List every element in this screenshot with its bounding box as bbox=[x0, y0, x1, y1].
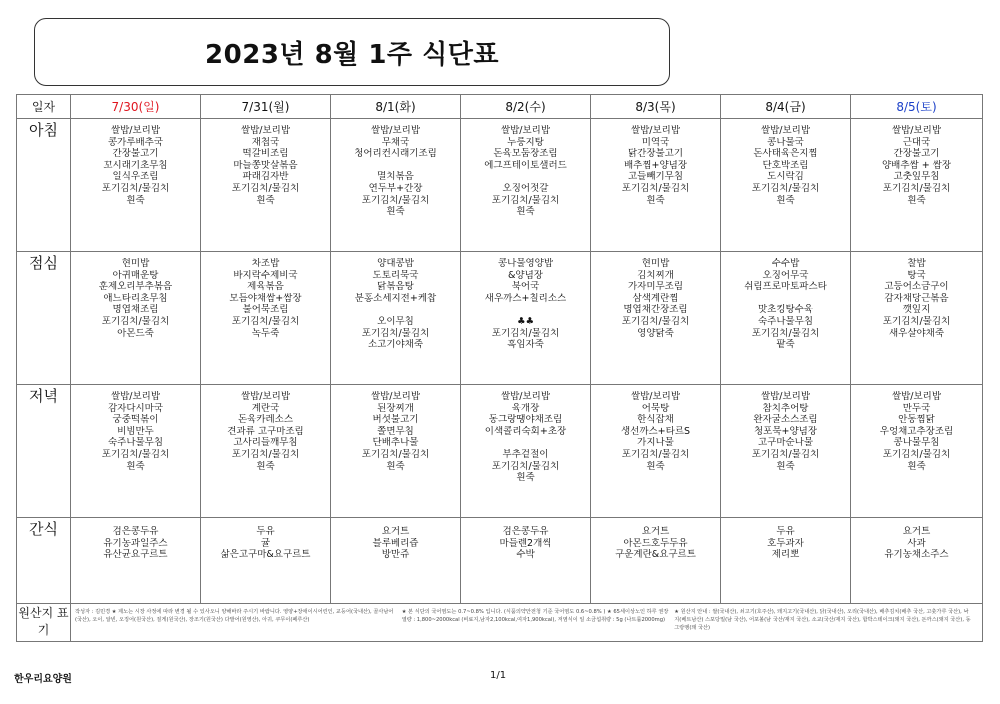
menu-cell-dinner-fri bbox=[721, 385, 851, 518]
menu-item: 차조밥 bbox=[251, 258, 280, 269]
menu-item: 육개장 bbox=[511, 402, 540, 414]
menu-item: 쫄면무침 bbox=[377, 425, 414, 437]
origin-notes bbox=[71, 604, 983, 642]
origin-note-2: ★ 본 식단의 국어염도는 0.7~0.8% 입니다. (식품의약안전청 기준 국어염도 0.6~0.8% ) ★ 65세이상노인 하루 권장열량 : 1,800~2000kcal (비료지,남자2,100kcal,여자1,900kcal), 저염식이 일 소금섭취량 : 5g (나트륨2000mg) bbox=[401, 609, 669, 623]
menu-item: 아몬드호두두유 bbox=[623, 537, 688, 549]
menu-item: 포기김치/물김치 bbox=[491, 194, 560, 206]
menu-item: 동그랑땡야채조림 bbox=[488, 414, 563, 426]
menu-item: 안동찜닭 bbox=[898, 414, 935, 426]
menu-item: 검은콩두유 bbox=[112, 526, 159, 537]
menu-item: 이색콜리숙회+초장 bbox=[484, 425, 567, 437]
menu-cell-breakfast-mon bbox=[201, 119, 331, 252]
menu-item: 쌀밥/보리밥 bbox=[240, 125, 291, 136]
menu-cell-snack-thu bbox=[591, 518, 721, 604]
date-header-row bbox=[17, 95, 983, 119]
menu-cell-lunch-thu bbox=[591, 252, 721, 385]
menu-item: ♣♣ bbox=[516, 315, 535, 327]
day-header-sun: 7/30(일) bbox=[71, 95, 201, 119]
menu-item: 검은콩두유 bbox=[502, 526, 549, 537]
menu-item: 궁중떡볶이 bbox=[112, 414, 159, 426]
menu-item: 불어묵조림 bbox=[242, 304, 289, 316]
menu-item: 포기김치/물김치 bbox=[882, 182, 951, 194]
menu-item: 흰죽 bbox=[516, 206, 535, 218]
menu-item: 부추겉절이 bbox=[502, 448, 549, 460]
page-number: 1/1 bbox=[490, 670, 507, 681]
menu-item: 바지락수제비국 bbox=[233, 269, 298, 281]
menu-item: 미역국 bbox=[641, 136, 670, 148]
menu-item: 유산균요구르트 bbox=[103, 549, 168, 561]
menu-item: 흑임자죽 bbox=[507, 339, 544, 351]
menu-cell-breakfast-fri bbox=[721, 119, 851, 252]
menu-item: 계란국 bbox=[251, 402, 280, 414]
menu-item: 쌀밥/보리밥 bbox=[110, 125, 161, 136]
menu-item: 요거트 bbox=[641, 526, 670, 537]
day-header-tue: 8/1(화) bbox=[331, 95, 461, 119]
menu-item: 한식잡채 bbox=[637, 414, 674, 426]
menu-item: 녹두죽 bbox=[251, 327, 280, 339]
menu-item: 고들빼기무침 bbox=[627, 171, 684, 183]
menu-item: 도토리묵국 bbox=[372, 269, 419, 281]
menu-item: 포기김치/물김치 bbox=[751, 327, 820, 339]
day-header-wed: 8/2(수) bbox=[461, 95, 591, 119]
menu-cell-breakfast-thu bbox=[591, 119, 721, 252]
menu-item: 파래김자반 bbox=[242, 171, 289, 183]
menu-cell-lunch-wed bbox=[461, 252, 591, 385]
menu-item: 쌀밥/보리밥 bbox=[891, 125, 942, 136]
menu-item: 도시락김 bbox=[767, 171, 804, 183]
menu-item: 영양닭죽 bbox=[637, 327, 674, 339]
menu-cell-dinner-wed bbox=[461, 385, 591, 518]
menu-item: 흰죽 bbox=[386, 206, 405, 218]
menu-item: 고춧잎무침 bbox=[893, 171, 940, 183]
menu-item: 근대국 bbox=[902, 136, 931, 148]
menu-item: 포기김치/물김치 bbox=[361, 448, 430, 460]
menu-item: 배추찜+양념장 bbox=[623, 159, 688, 171]
menu-item: 떡갈비조림 bbox=[242, 148, 289, 160]
menu-item: 쌀밥/보리밥 bbox=[370, 391, 421, 402]
menu-item: 포기김치/물김치 bbox=[882, 448, 951, 460]
menu-item: 훈제오리부추볶음 bbox=[98, 281, 173, 293]
menu-item: 멸치볶음 bbox=[377, 171, 414, 183]
menu-item: 포기김치/물김치 bbox=[101, 315, 170, 327]
menu-item: 수박 bbox=[516, 549, 535, 561]
menu-item: 탕국 bbox=[907, 269, 926, 281]
menu-item: 참치추어탕 bbox=[762, 402, 809, 414]
menu-item: 분홍소세지전+케찹 bbox=[354, 292, 437, 304]
menu-item: 청어리컨시래기조림 bbox=[354, 148, 437, 160]
menu-item: 양배추쌈 + 쌈장 bbox=[881, 159, 952, 171]
menu-item: 오징어무국 bbox=[762, 269, 809, 281]
menu-item bbox=[461, 171, 590, 183]
menu-item: 포기김치/물김치 bbox=[231, 315, 300, 327]
menu-item: 요거트 bbox=[902, 526, 931, 537]
menu-item: 포기김치/물김치 bbox=[882, 315, 951, 327]
menu-item: 닭간장불고기 bbox=[627, 148, 684, 160]
menu-item: 가자미무조림 bbox=[627, 281, 684, 293]
menu-table bbox=[16, 94, 983, 642]
menu-item: 명엽채조림 bbox=[112, 304, 159, 316]
menu-item: 양대콩밥 bbox=[377, 258, 414, 269]
meal-row-lunch bbox=[17, 252, 983, 385]
menu-cell-snack-tue bbox=[331, 518, 461, 604]
menu-item: 새우까스+칠리소스 bbox=[484, 292, 567, 304]
menu-item: 흰죽 bbox=[907, 194, 926, 206]
menu-item: 콩가루배추국 bbox=[107, 136, 164, 148]
menu-cell-breakfast-sat bbox=[851, 119, 983, 252]
menu-item: 흰죽 bbox=[776, 460, 795, 472]
menu-item: 쌀밥/보리밥 bbox=[500, 125, 551, 136]
menu-item: 김치찌개 bbox=[637, 269, 674, 281]
menu-item: 쌀밥/보리밥 bbox=[110, 391, 161, 402]
menu-item: 감자다시마국 bbox=[107, 402, 164, 414]
menu-item: 흰죽 bbox=[646, 460, 665, 472]
menu-cell-lunch-sun bbox=[71, 252, 201, 385]
origin-note-3: ★ 원산지 안내 : 쌀(국내산), 쇠고기(호주산), 돼지고기(국내산), 닭(국내산), 오리(국내산), 배추김치(배추 국산, 고춧가루 국산), 낙지(베트남산) 스포당밀(남 국산), 어포볼(남 국산/재지 국산), 소교(국산/재지 국산), 합박스테이크(돼지 국산), 돈까스(돼지 국산), 동그랑땡(돼 국산) bbox=[674, 609, 971, 631]
menu-item: 된장찌개 bbox=[377, 402, 414, 414]
day-header-thu: 8/3(목) bbox=[591, 95, 721, 119]
origin-note-1: 작성자 : 김민경 ★ 제노는 시장 사정에 따라 변경 될 수 있사오니 양해바라 주시기 바랍니다. 영양+장애이시어린인, 교등어(국내산), 골사남어(국산), 오이, 알빈, 오징어(원국산), 질게(원국산), 장조기(원국산) 다발어(원영산), 아귀, 쿠무이(페루산) bbox=[75, 609, 394, 623]
menu-item: 흰죽 bbox=[256, 460, 275, 472]
menu-cell-lunch-fri bbox=[721, 252, 851, 385]
menu-item: 고등어소금구이 bbox=[884, 281, 949, 293]
menu-item: 오징어젓갈 bbox=[502, 182, 549, 194]
menu-cell-lunch-sat bbox=[851, 252, 983, 385]
menu-item: 단호박조림 bbox=[762, 159, 809, 171]
menu-item: 호두과자 bbox=[767, 537, 804, 549]
title-box bbox=[34, 18, 670, 86]
menu-cell-dinner-sun bbox=[71, 385, 201, 518]
menu-item: 콩나물국 bbox=[767, 136, 804, 148]
menu-item: 무채국 bbox=[381, 136, 410, 148]
menu-item: 청포묵+양념장 bbox=[753, 425, 818, 437]
meal-label-lunch: 점심 bbox=[17, 252, 71, 385]
menu-cell-snack-mon bbox=[201, 518, 331, 604]
menu-item: 애느타리초무침 bbox=[103, 292, 168, 304]
menu-item: 삼색계란찜 bbox=[632, 292, 679, 304]
menu-cell-dinner-thu bbox=[591, 385, 721, 518]
menu-item: 우엉채고추장조림 bbox=[879, 425, 954, 437]
menu-item: 만두국 bbox=[902, 402, 931, 414]
menu-cell-lunch-mon bbox=[201, 252, 331, 385]
menu-item: 팥죽 bbox=[776, 339, 795, 351]
day-header-fri: 8/4(금) bbox=[721, 95, 851, 119]
menu-item: 포기김치/물김치 bbox=[621, 448, 690, 460]
menu-item: 포기김치/물김치 bbox=[361, 194, 430, 206]
menu-item: 완자굴소스조림 bbox=[753, 414, 818, 426]
menu-item: 비빔만두 bbox=[117, 425, 154, 437]
menu-item: 유기농채소주스 bbox=[884, 549, 949, 561]
menu-item: 귤 bbox=[260, 537, 271, 549]
menu-item: 꼬시래기초무침 bbox=[103, 159, 168, 171]
menu-item: 쌀밥/보리밥 bbox=[760, 391, 811, 402]
menu-item: 깻잎지 bbox=[902, 304, 931, 316]
menu-item: 포기김치/물김치 bbox=[231, 448, 300, 460]
menu-item: 포기김치/물김치 bbox=[621, 182, 690, 194]
menu-item: 포기김치/물김치 bbox=[491, 460, 560, 472]
menu-item: 포기김치/물김치 bbox=[491, 327, 560, 339]
menu-item: 두유 bbox=[256, 526, 275, 537]
menu-cell-breakfast-tue bbox=[331, 119, 461, 252]
menu-item: 쌀밥/보리밥 bbox=[630, 391, 681, 402]
menu-item: 마들렌2개씩 bbox=[499, 537, 552, 549]
menu-item: 단배추나물 bbox=[372, 437, 419, 449]
menu-item: 간장불고기 bbox=[112, 148, 159, 160]
menu-item: 맛초킹탕수육 bbox=[757, 304, 814, 316]
menu-item: 돈사태육은지찜 bbox=[753, 148, 818, 160]
menu-item bbox=[461, 437, 590, 449]
origin-label: 원산지 표기 bbox=[17, 604, 71, 642]
menu-item: 쉬림프로마토파스타 bbox=[744, 281, 827, 293]
menu-item: 현미밥 bbox=[121, 258, 150, 269]
menu-item: 재첩국 bbox=[251, 136, 280, 148]
menu-item: 숙주나물무침 bbox=[107, 437, 164, 449]
meal-label-snack: 간식 bbox=[17, 518, 71, 604]
menu-item: 포기김치/물김치 bbox=[361, 327, 430, 339]
menu-item: 흰죽 bbox=[386, 460, 405, 472]
menu-item: 두유 bbox=[776, 526, 795, 537]
menu-item: 제리뽀 bbox=[771, 549, 800, 561]
menu-item bbox=[331, 304, 460, 316]
menu-cell-breakfast-wed bbox=[461, 119, 591, 252]
menu-item: 사과 bbox=[907, 537, 926, 549]
menu-item: 새우살야채죽 bbox=[888, 327, 945, 339]
menu-item: 소고기야채죽 bbox=[367, 339, 424, 351]
menu-item: 찰밥 bbox=[907, 258, 926, 269]
menu-item: 간장불고기 bbox=[893, 148, 940, 160]
menu-item: 수수밥 bbox=[771, 258, 800, 269]
menu-item: 흰죽 bbox=[907, 460, 926, 472]
menu-item: 명엽채간장조림 bbox=[623, 304, 688, 316]
menu-item: 누룽지탕 bbox=[507, 136, 544, 148]
menu-item: 아몬드죽 bbox=[117, 327, 154, 339]
menu-item: 구운계란&요구르트 bbox=[615, 549, 696, 561]
menu-item: 요거트 bbox=[381, 526, 410, 537]
menu-item: 흰죽 bbox=[516, 472, 535, 484]
menu-cell-snack-wed bbox=[461, 518, 591, 604]
menu-item: 돈육카레소스 bbox=[237, 414, 294, 426]
menu-item: 숙주나물무침 bbox=[757, 315, 814, 327]
menu-item: 북어국 bbox=[511, 281, 540, 293]
page-title: 2023년 8월 1주 식단표 bbox=[205, 39, 499, 70]
menu-item: 버섯불고기 bbox=[372, 414, 419, 426]
day-header-sat: 8/5(토) bbox=[851, 95, 983, 119]
menu-item: 포기김치/물김치 bbox=[621, 315, 690, 327]
menu-item: 흰죽 bbox=[126, 460, 145, 472]
menu-item: 흰죽 bbox=[126, 194, 145, 206]
menu-item: 포기김치/물김치 bbox=[751, 182, 820, 194]
meal-label-breakfast: 아침 bbox=[17, 119, 71, 252]
menu-cell-snack-sun bbox=[71, 518, 201, 604]
menu-cell-snack-sat bbox=[851, 518, 983, 604]
day-header-mon: 7/31(월) bbox=[201, 95, 331, 119]
menu-item bbox=[461, 304, 590, 316]
meal-row-snack bbox=[17, 518, 983, 604]
menu-item: 쌀밥/보리밥 bbox=[891, 391, 942, 402]
menu-item: 닭볶음탕 bbox=[377, 281, 414, 293]
menu-item bbox=[331, 160, 460, 172]
menu-item: 감자채당근볶음 bbox=[884, 292, 949, 304]
origin-row bbox=[17, 604, 983, 642]
menu-item: 포기김치/물김치 bbox=[751, 448, 820, 460]
menu-item: 에그프테이토샐러드 bbox=[484, 159, 567, 171]
meal-row-breakfast bbox=[17, 119, 983, 252]
menu-item: 모듬야채쌈+쌈장 bbox=[229, 292, 302, 304]
menu-item: 쌀밥/보리밥 bbox=[760, 125, 811, 136]
menu-item: 쌀밥/보리밥 bbox=[370, 125, 421, 136]
menu-item: 유기농과일주스 bbox=[103, 537, 168, 549]
menu-item: 포기김치/물김치 bbox=[231, 182, 300, 194]
menu-item: 삶은고구마&요구르트 bbox=[220, 549, 311, 561]
menu-item: 오이무침 bbox=[377, 315, 414, 327]
menu-item: 흰죽 bbox=[646, 194, 665, 206]
menu-item: 고사리들깨무침 bbox=[233, 437, 298, 449]
menu-item: 현미밥 bbox=[641, 258, 670, 269]
menu-item: 어묵탕 bbox=[641, 402, 670, 414]
menu-item: 포기김치/물김치 bbox=[101, 182, 170, 194]
menu-cell-lunch-tue bbox=[331, 252, 461, 385]
menu-cell-dinner-sat bbox=[851, 385, 983, 518]
menu-item: 포기김치/물김치 bbox=[101, 448, 170, 460]
menu-item: 쌀밥/보리밥 bbox=[500, 391, 551, 402]
menu-cell-snack-fri bbox=[721, 518, 851, 604]
menu-cell-dinner-mon bbox=[201, 385, 331, 518]
menu-item: 쌀밥/보리밥 bbox=[240, 391, 291, 402]
menu-item: 고구마순나물 bbox=[757, 437, 814, 449]
menu-item: 마늘쫑맛살볶음 bbox=[233, 159, 298, 171]
menu-item: 생선까스+타르S bbox=[620, 425, 691, 437]
meal-label-dinner: 저녁 bbox=[17, 385, 71, 518]
menu-item: &양념장 bbox=[508, 269, 543, 281]
menu-cell-dinner-tue bbox=[331, 385, 461, 518]
menu-item: 콩나물영양밥 bbox=[497, 258, 554, 269]
menu-item: 콩나물무침 bbox=[893, 437, 940, 449]
menu-item: 제육볶음 bbox=[247, 281, 284, 293]
menu-cell-breakfast-sun bbox=[71, 119, 201, 252]
menu-item: 가지나물 bbox=[637, 437, 674, 449]
menu-item bbox=[721, 293, 850, 305]
menu-item: 아귀매운탕 bbox=[112, 269, 159, 281]
menu-item: 방만쥬 bbox=[381, 549, 410, 561]
menu-item: 블루베리즙 bbox=[372, 537, 419, 549]
menu-item: 일식우조림 bbox=[112, 171, 159, 183]
institution-name: 한우리요양원 bbox=[14, 674, 72, 685]
menu-item: 흰죽 bbox=[776, 194, 795, 206]
menu-item: 견과류 고구마조림 bbox=[227, 425, 304, 437]
menu-item: 연두부+간장 bbox=[368, 182, 423, 194]
menu-item: 쌀밥/보리밥 bbox=[630, 125, 681, 136]
date-header-label: 일자 bbox=[17, 95, 71, 119]
menu-item: 돈육모둠장조림 bbox=[493, 148, 558, 160]
menu-item: 흰죽 bbox=[256, 194, 275, 206]
meal-row-dinner bbox=[17, 385, 983, 518]
